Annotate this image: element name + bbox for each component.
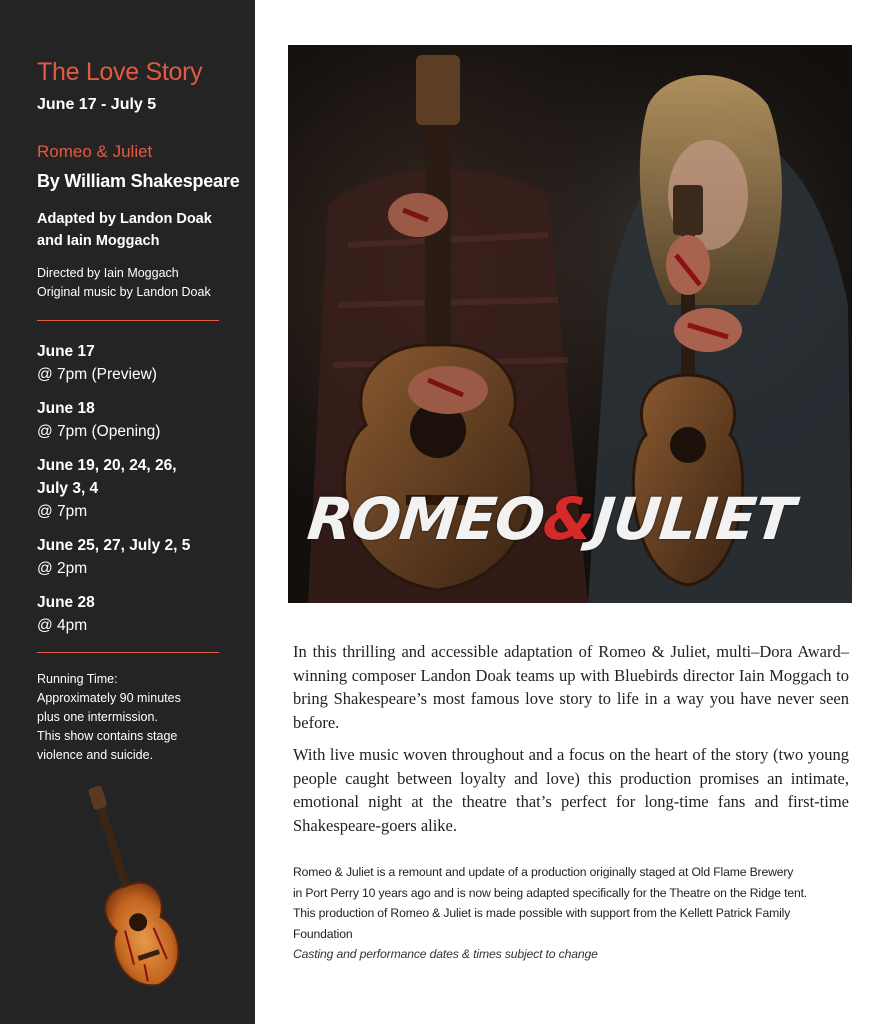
author: By William Shakespeare	[37, 171, 240, 191]
performance-item	[37, 340, 237, 386]
directed-by: Directed by Iain Moggach	[37, 266, 179, 280]
adapted-by: Adapted by Landon Doak and Iain Moggach	[37, 211, 212, 249]
performance-item	[37, 534, 237, 580]
performance-item	[37, 591, 237, 637]
note-line: This production of Romeo & Juliet is made possible with support from the Kellett Patrick Family	[293, 906, 791, 920]
description-paragraph: With live music woven throughout and a focus on the heart of the story (two young people caught between loyalty and love) this production promises an intimate, emotional night at the theatre that’s perfect for long-time fans and first-time Shakespeare-goers alike.	[293, 745, 849, 835]
poster-title	[304, 485, 841, 553]
performance-time: @ 4pm	[37, 617, 88, 634]
divider	[37, 320, 219, 321]
performance-date: June 18	[37, 400, 95, 417]
performance-date: June 19, 20, 24, 26, July 3, 4	[37, 457, 177, 497]
performance-date: June 17	[37, 343, 95, 360]
performance-time: @ 2pm	[37, 560, 88, 577]
note-line: Foundation	[293, 926, 353, 941]
performance-item	[37, 397, 237, 443]
performance-date: June 28	[37, 594, 95, 611]
series-dates: June 17 - July 5	[37, 96, 157, 113]
poster-title-juliet: JULIET	[589, 485, 798, 553]
series-title: The Love Story	[37, 58, 203, 86]
running-time	[37, 670, 232, 765]
performance-time: @ 7pm (Opening)	[37, 423, 161, 440]
poster-title-ampersand: &	[540, 485, 597, 553]
running-time-label: Running Time:	[37, 672, 118, 686]
performance-time: @ 7pm	[37, 503, 88, 520]
description-paragraph: In this thrilling and accessible adaptation of Romeo & Juliet, multi–Dora Award–winning composer Landon Doak teams up with Bluebirds director Iain Moggach to bring Shakespeare’s most famous love story to life in a way you have never seen before.	[293, 642, 849, 732]
show-title: Romeo & Juliet	[37, 142, 153, 161]
description	[293, 640, 849, 846]
poster-title-romeo: ROMEO	[304, 485, 548, 553]
music-by: Original music by Landon Doak	[37, 285, 211, 299]
performance-date: June 25, 27, July 2, 5	[37, 537, 191, 554]
poster-image	[288, 45, 852, 603]
disclaimer: Casting and performance dates & times subject to change	[293, 947, 598, 961]
content-warning: This show contains stage violence and suicide.	[37, 729, 178, 762]
production-notes	[293, 862, 853, 944]
sidebar	[0, 0, 255, 1024]
credits	[37, 264, 237, 302]
performance-time: @ 7pm (Preview)	[37, 366, 157, 383]
performance-item	[37, 454, 237, 523]
divider	[37, 652, 219, 653]
note-line: Romeo & Juliet is a remount and update of a production originally staged at Old Flame Brewery	[293, 865, 794, 879]
running-time-value: Approximately 90 minutes plus one intermission.	[37, 691, 181, 724]
note-line: in Port Perry 10 years ago and is now being adapted specifically for the Theatre on the Ridge tent.	[293, 885, 808, 900]
guitar-illustration	[60, 778, 195, 998]
